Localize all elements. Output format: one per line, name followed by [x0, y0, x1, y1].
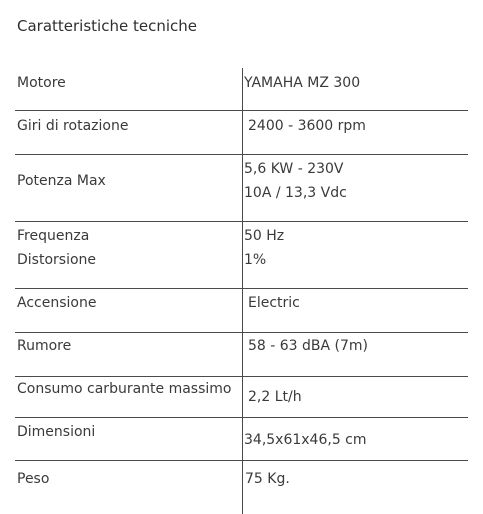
spec-label-frequenza [17, 224, 96, 272]
column-divider [242, 68, 243, 514]
row-divider [15, 110, 468, 111]
spec-label-accensione: Accensione [17, 295, 97, 311]
spec-value-accensione: Electric [248, 295, 300, 311]
row-divider [15, 154, 468, 155]
spec-label-line: Frequenza [17, 228, 90, 244]
spec-value-dimensioni: 34,5x61x46,5 cm [244, 432, 367, 448]
spec-label-rumore: Rumore [17, 338, 72, 354]
spec-value-potenza-line: 5,6 KW - 230V [244, 161, 344, 177]
spec-value-consumo: 2,2 Lt/h [248, 389, 302, 405]
row-divider [15, 417, 468, 418]
section-title: Caratteristiche tecniche [17, 17, 197, 35]
specs-table [15, 68, 468, 514]
spec-value-motore: YAMAHA MZ 300 [244, 75, 361, 91]
spec-value-frequenza [244, 224, 284, 272]
spec-label-dimensioni: Dimensioni [17, 424, 96, 440]
spec-value-potenza-line: 10A / 13,3 Vdc [244, 185, 347, 201]
spec-value-giri: 2400 - 3600 rpm [248, 118, 366, 134]
row-divider [15, 288, 468, 289]
row-divider [15, 332, 468, 333]
spec-value-potenza [244, 157, 347, 205]
spec-value-peso: 75 Kg. [245, 471, 290, 487]
spec-label-potenza: Potenza Max [17, 173, 106, 189]
spec-label-peso: Peso [17, 471, 50, 487]
spec-value-rumore: 58 - 63 dBA (7m) [248, 338, 369, 354]
spec-label-motore: Motore [17, 75, 66, 91]
row-divider [15, 460, 468, 461]
spec-label-consumo: Consumo carburante massimo [17, 381, 232, 397]
spec-value-line: 50 Hz [244, 228, 285, 244]
row-divider [15, 221, 468, 222]
spec-label-line: Distorsione [17, 252, 97, 268]
spec-value-line: 1% [244, 252, 267, 268]
spec-label-giri: Giri di rotazione [17, 118, 129, 134]
